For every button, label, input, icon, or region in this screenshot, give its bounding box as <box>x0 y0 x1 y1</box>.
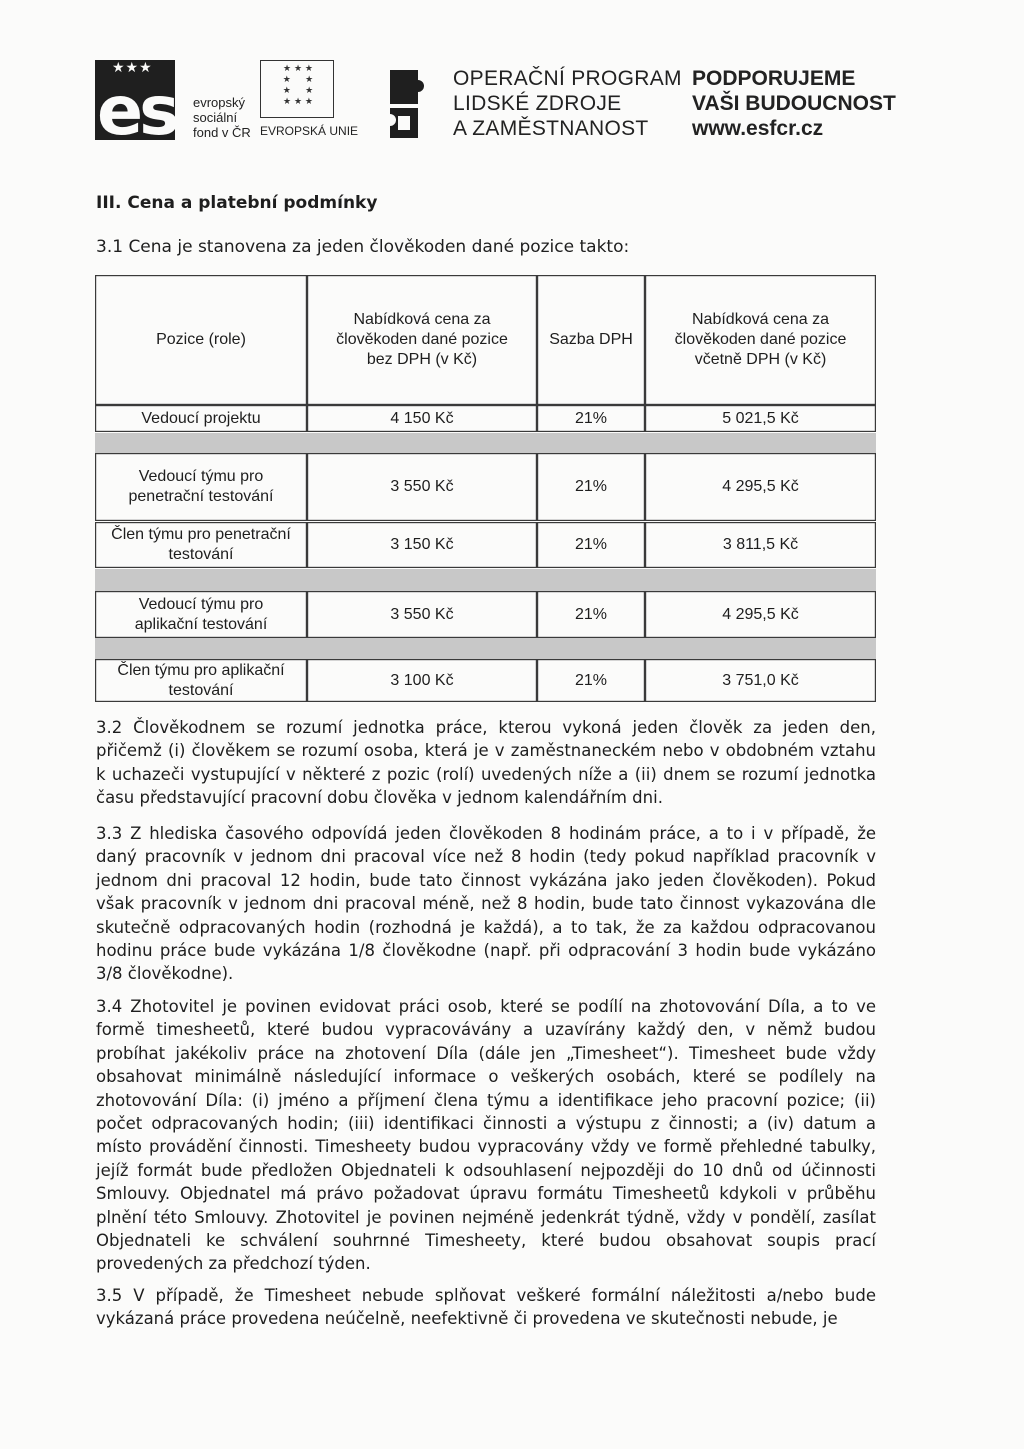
esf-line: sociální <box>193 110 238 125</box>
esf-line: fond v ČR <box>193 125 251 140</box>
slogan-line: VAŠI BUDOUCNOST <box>692 92 896 115</box>
table-position-cell: Vedoucí týmu pro aplikační testování <box>134 595 268 633</box>
section-title: III. Cena a platební podmínky <box>96 193 378 213</box>
esf-stars-icon: ★★★ <box>112 60 153 76</box>
eu-stars-icon: ★ ★ ★ ★ ★ ★ ★ ★ ★ ★ <box>282 64 314 107</box>
table-value-cell: 3 550 Kč <box>390 605 454 623</box>
table-value-cell: 3 811,5 Kč <box>722 536 799 553</box>
program-line: OPERAČNÍ PROGRAM <box>453 67 682 90</box>
paragraph-3-4: 3.4 Zhotovitel je povinen evidovat práci osob, které se podílí na zhotovování Díla, a to ve formě timesheetů, které budou vypracovávány a uzavírány každý den, v němž budou probíhat jakékoliv práce na zhotovení Díla (dále jen „Timesheet“). Timesheet bude vždy obsahovat minimálně následující informace o veškerých osobách, které se podílely na zhotovování Díla: (i) jméno a příjmení člena týmu a identifikace jeho pracovní pozice; (ii) počet odpracovaných hodin; (iii) identifikaci činnosti a výstupu z činnosti; a (iv) datum a místo provádění činnosti. Timesheety budou vypracovány vždy ve formě přehledné tabulky, jejíž formát bude předložen Objednateli k odsouhlasení nejpozději do 10 dnů od účinnosti Smlouvy. Objednatel má právo požadovat úpravu formátu Timesheetů kdykoli v průběhu plnění této Smlouvy. Zhotovitel je povinen nejméně jedenkrát týdně, vždy v pondělí, zasílat Objednateli ke schválení souhrnné Timesheety, které budou obsahovat soupis prací provedených za předchozí týden. <box>96 997 876 1274</box>
program-line: LIDSKÉ ZDROJE <box>453 92 622 115</box>
op-puzzle-icon <box>388 64 432 140</box>
table-value-cell: 3 550 Kč <box>390 478 454 495</box>
table-position-cell: Vedoucí týmu pro penetrační testování <box>128 468 274 505</box>
table-value-cell: 3 751,0 Kč <box>722 671 799 689</box>
table-position-cell: Člen týmu pro penetrační testování <box>111 526 291 563</box>
table-header-cell: Pozice (role) <box>156 331 246 348</box>
esf-subtitle <box>193 95 251 140</box>
table-header-cell: Sazba DPH <box>549 331 633 348</box>
table-position-cell: Člen týmu pro aplikační testování <box>117 661 285 699</box>
section-intro: 3.1 Cena je stanovena za jeden člověkoden dané pozice takto: <box>96 237 630 257</box>
table-value-cell: 21% <box>574 671 608 689</box>
program-line: A ZAMĚSTNANOST <box>453 117 649 140</box>
slogan <box>692 66 896 141</box>
table-value-cell: 3 150 Kč <box>390 536 454 553</box>
table-value-cell: 21% <box>574 478 608 495</box>
price-table <box>95 275 876 702</box>
table-value-cell: 3 100 Kč <box>390 671 454 689</box>
table-header-cell: Nabídková cena za člověkoden dané pozice bez DPH (v Kč) <box>336 311 508 368</box>
website-link[interactable]: www.esfcr.cz <box>692 117 824 140</box>
table-value-cell: 4 295,5 Kč <box>722 605 799 623</box>
paragraph-3-5: 3.5 V případě, že Timesheet nebude splňovat veškeré formální náležitosti a/nebo bude vykázaná práce provedena neúčelně, neefektivně či provedena ve skutečnosti nebude, je <box>96 1286 876 1329</box>
table-value-cell: 5 021,5 Kč <box>722 409 799 427</box>
eu-label: EVROPSKÁ UNIE <box>260 124 359 138</box>
esf-line: evropský <box>193 95 246 110</box>
table-value-cell: 21% <box>574 605 608 623</box>
table-header-cell: Nabídková cena za člověkoden dané pozice včetně DPH (v Kč) <box>674 311 847 368</box>
table-position-cell: Vedoucí projektu <box>141 409 261 427</box>
esf-logo-text: esf <box>97 72 202 151</box>
table-value-cell: 4 150 Kč <box>390 409 454 427</box>
table-value-cell: 21% <box>574 536 608 553</box>
paragraph-3-3: 3.3 Z hlediska časového odpovídá jeden člověkoden 8 hodinám práce, a to i v případě, že daný pracovník v jednom dni pracoval více než 8 hodin (tedy pokud například pracovník v jednom dni pracoval 12 hodin, bude tato činnost vykázána jako jeden člověkoden). Pokud však pracovník v jednom dni pracoval méně, než 8 hodin, bude tato činnost vykazována dle skutečně odpracovaných hodin (rozhodná je každá), a to tak, že za každou odpracovanou hodinu práce bude vykázána 1/8 člověkodne (např. při odpracování 3 hodin bude vykázáno 3/8 člověkodne). <box>96 824 876 984</box>
table-value-cell: 4 295,5 Kč <box>722 478 799 495</box>
program-title <box>453 66 682 141</box>
page-header <box>0 0 1024 180</box>
slogan-line: PODPORUJEME <box>692 67 856 90</box>
table-value-cell: 21% <box>574 409 608 427</box>
paragraph-3-2: 3.2 Člověkodnem se rozumí jednotka práce, kterou vykoná jeden člověk za jeden den, přičemž (i) člověkem se rozumí osoba, která je v zaměstnaneckém nebo v obdobném vztahu k uchazeči vystupující v některé z pozic (rolí) uvedených níže a (ii) dnem se rozumí jednotka času představující pracovní dobu člověka v jednom kalendářním dni. <box>96 718 876 808</box>
